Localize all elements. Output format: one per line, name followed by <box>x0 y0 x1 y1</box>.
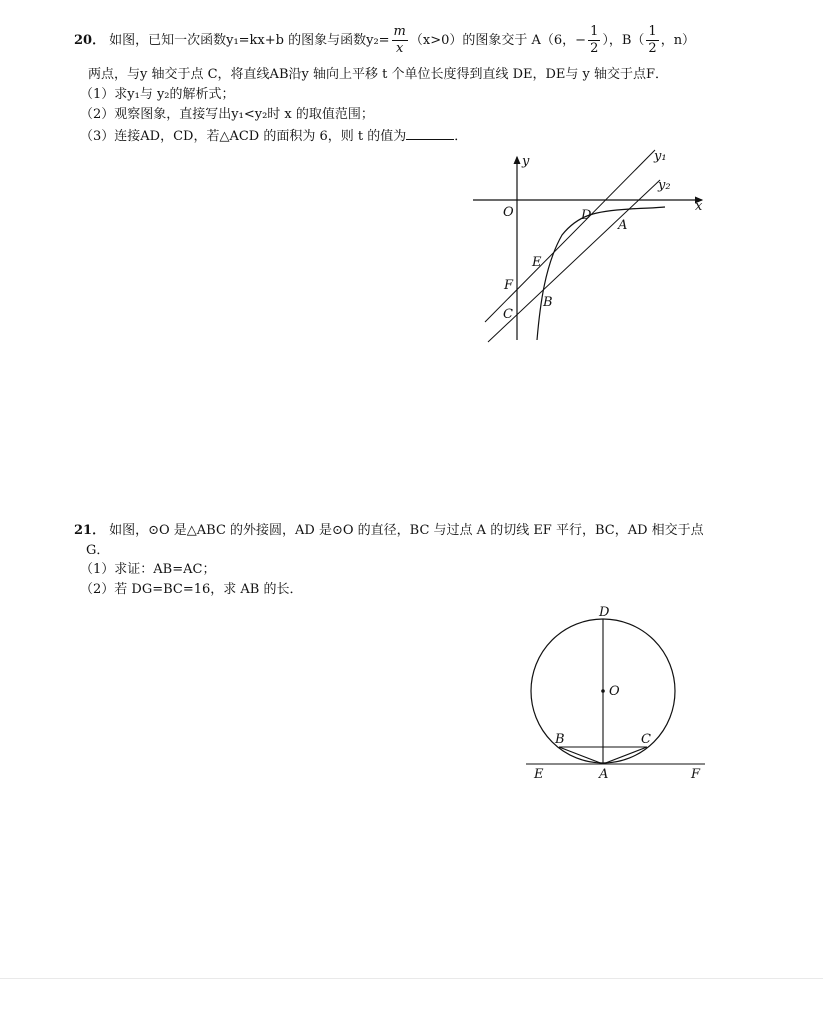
q20-part3 <box>80 125 467 147</box>
q20-frac-m-over-x <box>392 24 408 57</box>
q20-part2: （2）观察图象，直接写出y₁<y₂时 x 的取值范围； <box>80 107 374 122</box>
center-dot <box>601 689 605 693</box>
label-D: D <box>581 208 592 223</box>
label-y2: y₂ <box>658 178 671 193</box>
frac-denominator: x <box>396 41 404 56</box>
label-E: E <box>534 767 544 782</box>
q20-stem-d: ，n） <box>660 33 696 48</box>
q21-stem-line1 <box>74 521 704 541</box>
label-A: A <box>599 767 609 782</box>
q21-part1: （1）求证：AB=AC； <box>80 562 216 577</box>
q20-part3-end: ． <box>454 129 468 144</box>
label-E: E <box>532 255 542 270</box>
label-F: F <box>504 278 514 293</box>
segment-AB <box>559 747 603 764</box>
page-divider <box>0 978 823 979</box>
frac-numerator: 1 <box>590 24 599 39</box>
q20-figure <box>470 145 710 345</box>
q20-frac-half-a <box>588 24 600 57</box>
label-x: x <box>695 199 703 214</box>
q21-part2: （2）若 DG=BC=16，求 AB 的长． <box>80 582 303 597</box>
q20-part1: （1）求y₁与 y₂的解析式； <box>80 87 235 102</box>
hyperbola-curve <box>537 207 665 340</box>
label-F: F <box>691 767 701 782</box>
q20-part3-text: （3）连接AD，CD，若△ACD 的面积为 6，则 t 的值为 <box>80 129 407 144</box>
label-D: D <box>599 605 610 620</box>
label-O: O <box>503 205 514 220</box>
label-B: B <box>555 732 565 747</box>
q21-figure <box>520 605 720 785</box>
label-C: C <box>641 732 651 747</box>
label-A: A <box>618 218 628 233</box>
line-y2 <box>488 180 660 342</box>
q20-stem-line1 <box>74 24 695 57</box>
segment-AC <box>603 747 647 764</box>
frac-numerator: 1 <box>648 24 657 39</box>
frac-denominator: 2 <box>648 41 657 56</box>
q21-number: 21． <box>74 523 106 538</box>
frac-numerator: m <box>393 24 406 39</box>
line-y1 <box>485 150 655 322</box>
answer-blank <box>406 125 454 140</box>
q21-stem-line2: G． <box>86 543 110 558</box>
label-C: C <box>503 307 513 322</box>
label-B: B <box>543 295 553 310</box>
q20-stem-b: （x>0）的图象交于 A（6，− <box>409 33 587 48</box>
label-O: O <box>609 684 620 699</box>
label-y: y <box>522 154 530 169</box>
q20-number: 20． <box>74 33 106 48</box>
q20-stem-a: 如图，已知一次函数y₁=kx+b 的图象与函数y₂= <box>109 33 390 48</box>
label-y1: y₁ <box>654 149 667 164</box>
q20-frac-half-b <box>646 24 658 57</box>
q20-stem-line2: 两点，与y 轴交于点 C，将直线AB沿y 轴向上平移 t 个单位长度得到直线 DE，DE与 y 轴交于点F． <box>88 67 669 82</box>
q21-stem-text: 如图，⊙O 是△ABC 的外接圆，AD 是⊙O 的直径，BC 与过点 A 的切线 EF 平行，BC，AD 相交于点 <box>109 523 704 538</box>
q20-stem-c: ），B（ <box>602 33 645 48</box>
frac-denominator: 2 <box>590 41 599 56</box>
